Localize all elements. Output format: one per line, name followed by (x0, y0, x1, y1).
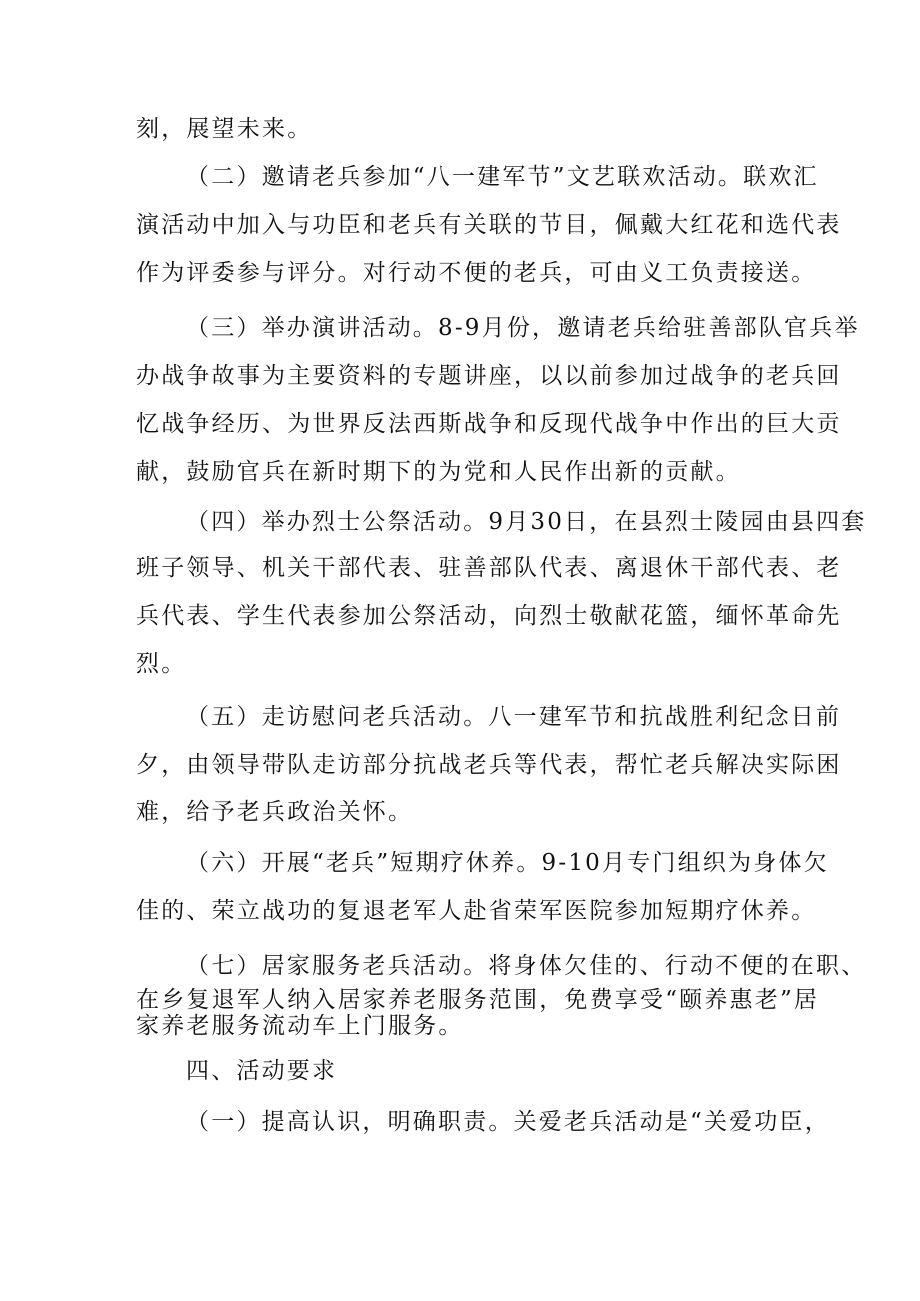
text-line: 办战争故事为主要资料的专题讲座，以以前参加过战争的老兵回 (136, 363, 842, 389)
text-line: 在乡复退军人纳入居家养老服务范围，免费享受“颐养惠老”居 (136, 987, 820, 1013)
text-line: 演活动中加入与功臣和老兵有关联的节目，佩戴大红花和选代表 (136, 212, 842, 238)
text-line: 家养老服务流动车上门服务。 (136, 1013, 464, 1039)
paragraph-4-heading-line: （四）举办烈士公祭活动。9月30日，在县烈士陵园由县四套 (186, 509, 867, 535)
text-line: 夕，由领导带队走访部分抗战老兵等代表，帮忙老兵解决实际困 (136, 752, 842, 778)
paragraph-3-heading-line: （三）举办演讲活动。8-9月份，邀请老兵给驻善部队官兵举 (186, 315, 860, 341)
text-line: 兵代表、学生代表参加公祭活动，向烈士敬献花篮，缅怀革命先 (136, 603, 842, 629)
text-line: 刻，展望未来。 (136, 116, 313, 142)
paragraph-5-heading-line: （五）走访慰问老兵活动。八一建军节和抗战胜利纪念日前 (186, 704, 842, 730)
section-heading: 四、活动要求 (186, 1058, 338, 1084)
text-line: 忆战争经历、为世界反法西斯战争和反现代战争中作出的巨大贡 (136, 411, 842, 437)
text-line: 献，鼓励官兵在新时期下的为党和人民作出新的贡献。 (136, 459, 741, 485)
text-line: 佳的、荣立战功的复退老军人赴省荣军医院参加短期疗休养。 (136, 898, 817, 924)
text-line: 班子领导、机关干部代表、驻善部队代表、离退休干部代表、老 (136, 555, 842, 581)
paragraph-requirement-1-line: （一）提高认识，明确职责。关爱老兵活动是“关爱功臣， (186, 1109, 830, 1135)
text-line: 难，给予老兵政治关怀。 (136, 799, 414, 825)
paragraph-7-heading-line: （七）居家服务老兵活动。将身体欠佳的、行动不便的在职、 (186, 953, 867, 979)
paragraph-6-heading-line: （六）开展“老兵”短期疗休养。9-10月专门组织为身体欠 (186, 850, 829, 876)
paragraph-2-heading-line: （二）邀请老兵参加“八一建军节”文艺联欢活动。联欢汇 (186, 164, 819, 190)
text-line: 作为评委参与评分。对行动不便的老兵，可由义工负责接送。 (136, 260, 817, 286)
text-line: 烈。 (136, 651, 187, 677)
